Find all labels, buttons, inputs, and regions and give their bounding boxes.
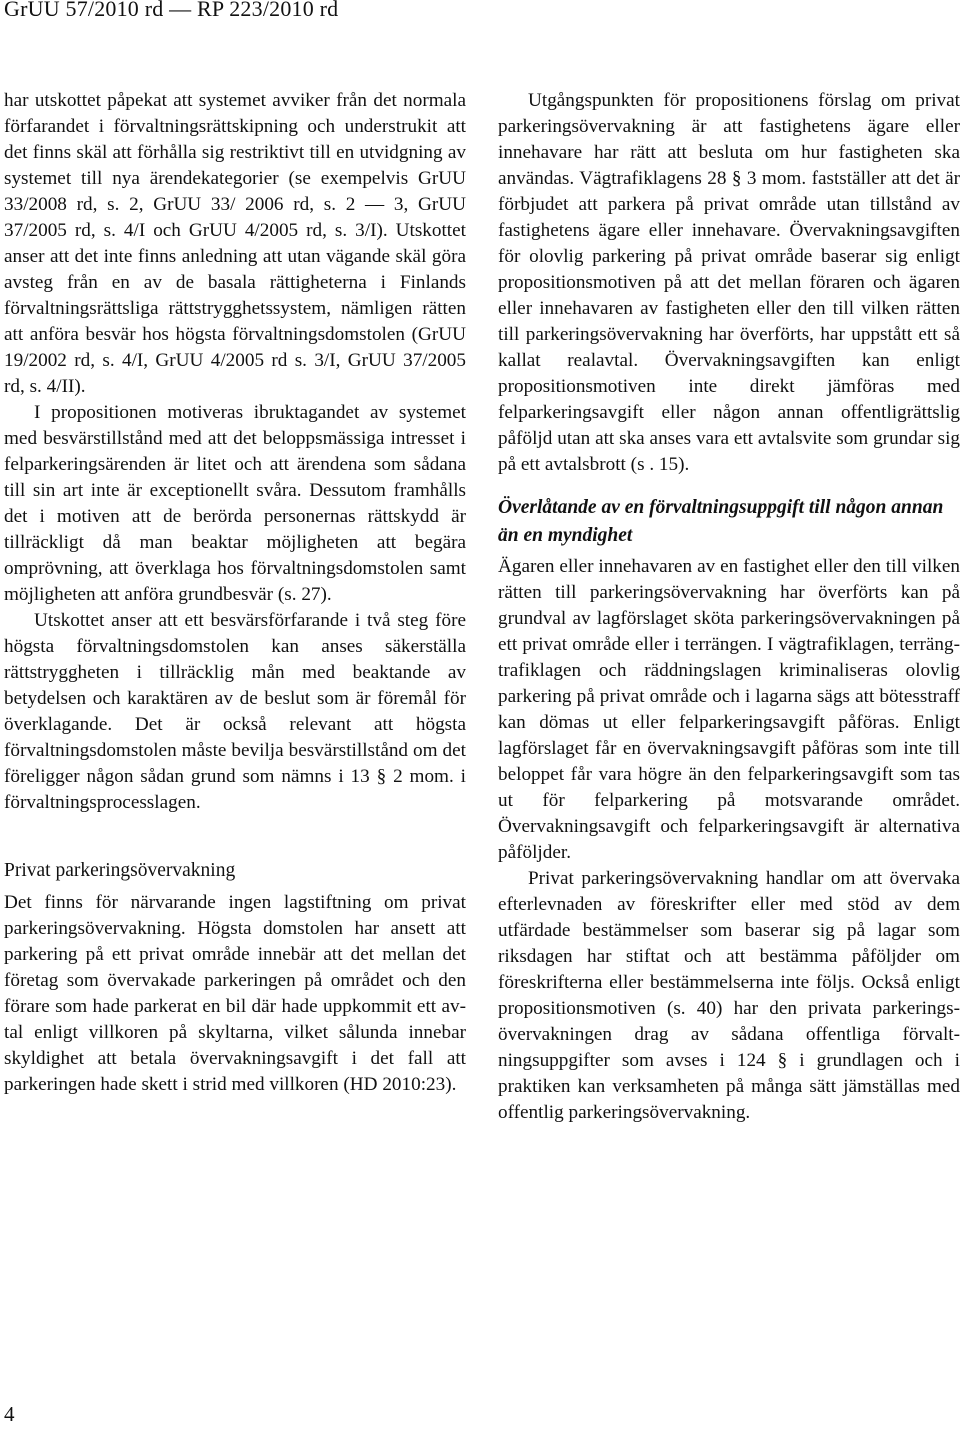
- section-heading: Privat parkeringsövervakning: [4, 860, 236, 881]
- page-number: 4: [4, 1402, 15, 1426]
- paragraph: har utskottet påpekat att systemet avviker från det normala förfarandet i förvaltningsrättskipning och understrukit att det finns skäl att förhålla sig restriktivt till en utvidgning av systemet till nya ärendekategorier (se exempelvis GrUU 33/2008 rd, s. 2, GrUU 33/ 2006 rd, s. 2 — 3, GrUU 37/2005 rd, s. 4/I och GrUU 4/2005 rd, s. 3/I). Utskottet anser att det inte finns anledning att utan vägande skäl göra avsteg från en av de basala rättigheterna i Finlands förvaltningsrättsliga rättstrygghetssystem, nämligen rätten att anföra besvär hos högsta förvaltningsdomstolen (GrUU 19/2002 rd, s. 4/I, GrUU 4/2005 rd s. 3/I, GrUU 37/2005 rd, s. 4/II).: [4, 90, 466, 397]
- running-header: GrUU 57/2010 rd — RP 223/2010 rd: [4, 0, 339, 21]
- paragraph: Ägaren eller innehavaren av en fastighet eller den till vilken rätten till parkeringsövervakning har överförts kan på grundval av lagförslaget sköta parkeringsövervakningen på ett privat område eller i terrängen. I vägtrafiklagen, terrängtrafiklagen och räddningslagen kriminaliseras olovlig parkering på privat område och i lagarna sägs att bötesstraff kan dömas ut eller felparkeringsavgift påföras. Enligt lagförslaget får en övervakningsavgift påföras som inte till beloppet får vara högre än den felparkeringsavgift som tas ut för felparkering på motsvarande området. Övervakningsavgift och felparkeringsavgift är alternativa påföljder.: [498, 556, 960, 863]
- section-subheading: Överlåtande av en förvaltningsuppgift till någon annan än en myndighet: [498, 497, 944, 546]
- paragraph: Utskottet anser att ett besvärsförfarande i två steg före högsta förvaltningsdomstolen kan anses säkerställa rättstryggheten i tillräcklig mån med beaktande av betydelsen och karaktären av de beslut som är föremål för överklagande. Det är också relevant att högsta förvaltningsdomstolen måste bevilja besvärstillstånd om det föreligger någon sådan grund som nämns i 13 § 2 mom. i förvaltningsprocesslagen.: [4, 610, 466, 813]
- paragraph: I propositionen motiveras ibruktagandet av systemet med besvärstillstånd med att det beloppsmässiga intresset i felparkeringsärenden är litet och att ärendena som sådana till sin art inte är exceptionellt svåra. Dessutom framhålls det i motiven att de berörda personernas rättskydd är tillräckligt då man beaktar möjligheten att begära omprövning, att överklaga hos förvaltningsdomstolen samt möjligheten att anföra grundbesvär (s. 27).: [4, 402, 466, 605]
- paragraph: Det finns för närvarande ingen lagstiftning om privat parkeringsövervakning. Högsta domstolen har ansett att parkering på ett privat område innebär att det mellan det företag som övervakade parkeringen på området och den förare som hade parkerat en bil där hade uppkommit ett avtal enligt villkoren på skyltarna, vilket sålunda innebar skyldighet att betala övervakningsavgift i det fall att parkeringen hade skett i strid med villkoren (HD 2010:23).: [4, 892, 466, 1095]
- paragraph: Privat parkeringsövervakning handlar om att övervaka efterlevnaden av föreskrifter eller med stöd av dem utfärdade bestämmelser som baserar sig på lagar som riksdagen har stiftat och att bestämma påföljder om föreskrifterna eller bestämmelserna inte följs. Också enligt propositionsmotiven (s. 40) har den privata parkeringsövervakningen drag av sådana offentliga förvaltningsuppgifter som avses i 124 § i grundlagen och i praktiken kan verksamheten på många sätt jämställas med offentlig parkeringsövervakning.: [498, 868, 960, 1123]
- paragraph: Utgångspunkten för propositionens förslag om privat parkeringsövervakning är att fastighetens ägare eller innehavare har rätt att besluta om hur fastigheten ska användas. Vägtrafiklagens 28 § 3 mom. fastställer att det är förbjudet att parkera på privat område utan tillstånd av fastighetens ägare eller innehavare. Övervakningsavgiften för olovlig parkering på privat område baserar sig enligt propositionsmotiven på att det mellan föraren och ägaren eller innehavaren av fastigheten eller den till vilken rätten till parkeringsövervakning har överförts, har uppstått ett så kallat realavtal. Övervakningsavgiften kan enligt propositionsmotiven inte direkt jämföras med felparkeringsavgift eller någon annan offentligrättslig påföljd utan att ska anses vara ett avtalsvite som grundar sig på ett avtalsbrott (s . 15).: [498, 90, 960, 475]
- right-column: [498, 88, 960, 1126]
- left-column: [4, 88, 466, 1098]
